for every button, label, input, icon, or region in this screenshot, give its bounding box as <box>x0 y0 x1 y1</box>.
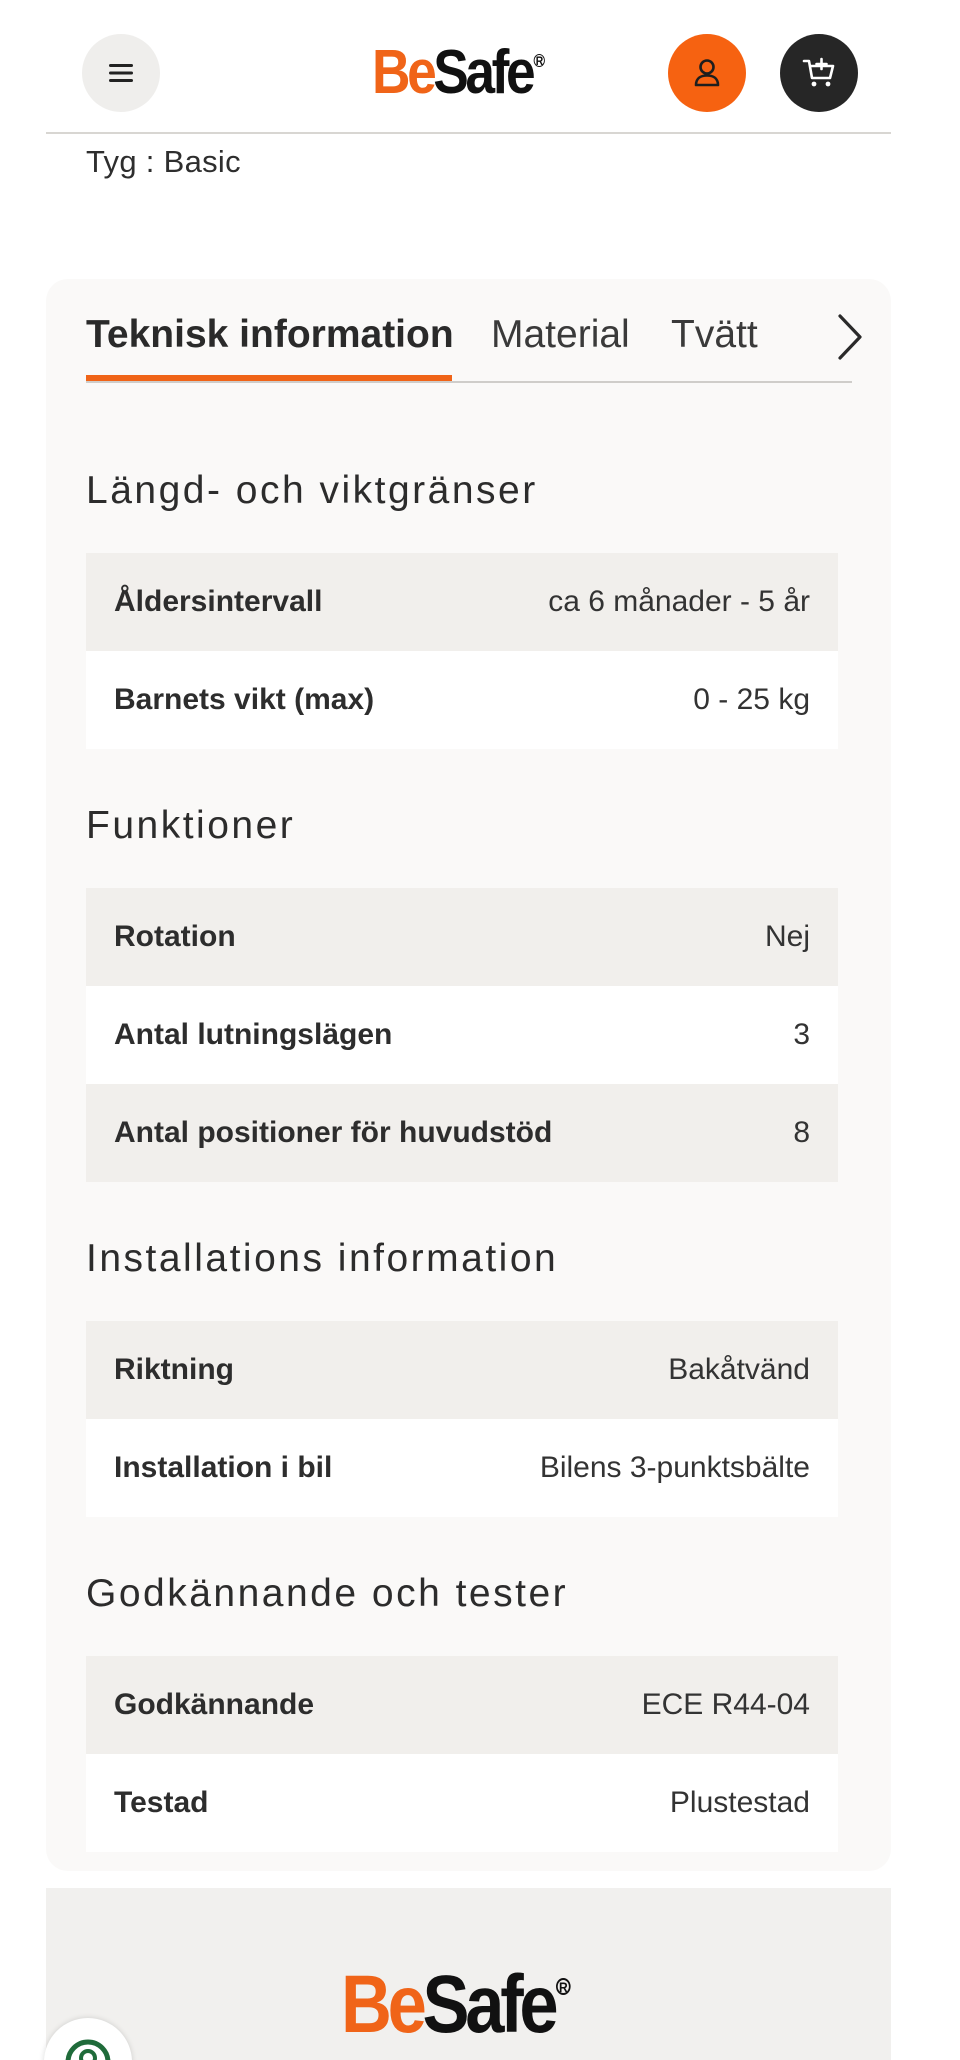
tab-tvatt[interactable]: Tvätt <box>671 313 758 356</box>
spec-label: Godkännande <box>114 1688 315 1721</box>
spec-value: Bakåtvänd <box>668 1353 810 1386</box>
section-title-approvals: Godkännande och tester <box>86 1572 569 1615</box>
spec-value: 8 <box>793 1116 810 1149</box>
spec-table-limits <box>86 553 838 749</box>
spec-label: Barnets vikt (max) <box>114 683 375 716</box>
spec-value: ECE R44-04 <box>641 1688 810 1721</box>
table-row <box>86 1084 838 1182</box>
tab-teknisk-information[interactable]: Teknisk information <box>86 313 454 356</box>
footer-logo-safe: Safe <box>422 1959 555 2050</box>
product-info-card <box>46 279 891 1871</box>
table-row <box>86 651 838 749</box>
spec-table-functions <box>86 888 838 1182</box>
spec-label: Antal positioner för huvudstöd <box>114 1116 553 1149</box>
besafe-logo[interactable] <box>372 38 545 108</box>
spec-label: Testad <box>114 1786 209 1819</box>
section-title-functions: Funktioner <box>86 804 296 847</box>
cookie-settings-icon <box>62 2034 114 2060</box>
table-row <box>86 1419 838 1517</box>
registered-mark: R <box>535 53 544 68</box>
section-title-installation: Installations information <box>86 1237 559 1280</box>
hamburger-menu-icon <box>108 62 134 84</box>
table-row <box>86 1321 838 1419</box>
spec-value: 3 <box>793 1018 810 1051</box>
product-fabric: Tyg : Basic <box>86 144 241 179</box>
spec-value: Nej <box>764 920 810 953</box>
site-header <box>46 0 891 134</box>
spec-label: Riktning <box>114 1353 234 1386</box>
spec-value: ca 6 månader - 5 år <box>548 585 810 618</box>
tabs-next-button[interactable] <box>830 309 870 365</box>
info-tabs <box>86 279 852 383</box>
table-row <box>86 888 838 986</box>
footer-registered-mark: R <box>556 1978 571 1995</box>
spec-value: 0 - 25 kg <box>693 683 810 716</box>
table-row <box>86 553 838 651</box>
table-row <box>86 1656 838 1754</box>
footer-logo[interactable] <box>341 1960 571 2050</box>
site-footer <box>46 1888 891 2060</box>
active-tab-indicator <box>86 375 452 381</box>
section-title-limits: Längd- och viktgränser <box>86 469 538 512</box>
table-row <box>86 986 838 1084</box>
logo-be: Be <box>372 38 434 107</box>
chevron-right-icon <box>836 313 864 361</box>
table-row <box>86 1754 838 1852</box>
spec-value: Plustestad <box>669 1786 810 1819</box>
spec-label: Antal lutningslägen <box>114 1018 393 1051</box>
menu-button[interactable] <box>82 34 160 112</box>
logo-safe: Safe <box>433 38 533 107</box>
user-icon <box>693 58 721 88</box>
spec-label: Rotation <box>114 920 236 953</box>
footer-logo-be: Be <box>341 1959 423 2050</box>
spec-label: Åldersintervall <box>114 585 323 618</box>
cart-button[interactable] <box>780 34 858 112</box>
spec-value: Bilens 3-punktsbälte <box>539 1451 810 1484</box>
spec-table-approvals <box>86 1656 838 1852</box>
tab-material[interactable]: Material <box>491 313 630 356</box>
account-button[interactable] <box>668 34 746 112</box>
spec-table-installation <box>86 1321 838 1517</box>
spec-label: Installation i bil <box>114 1451 333 1484</box>
cart-add-icon <box>802 57 836 89</box>
